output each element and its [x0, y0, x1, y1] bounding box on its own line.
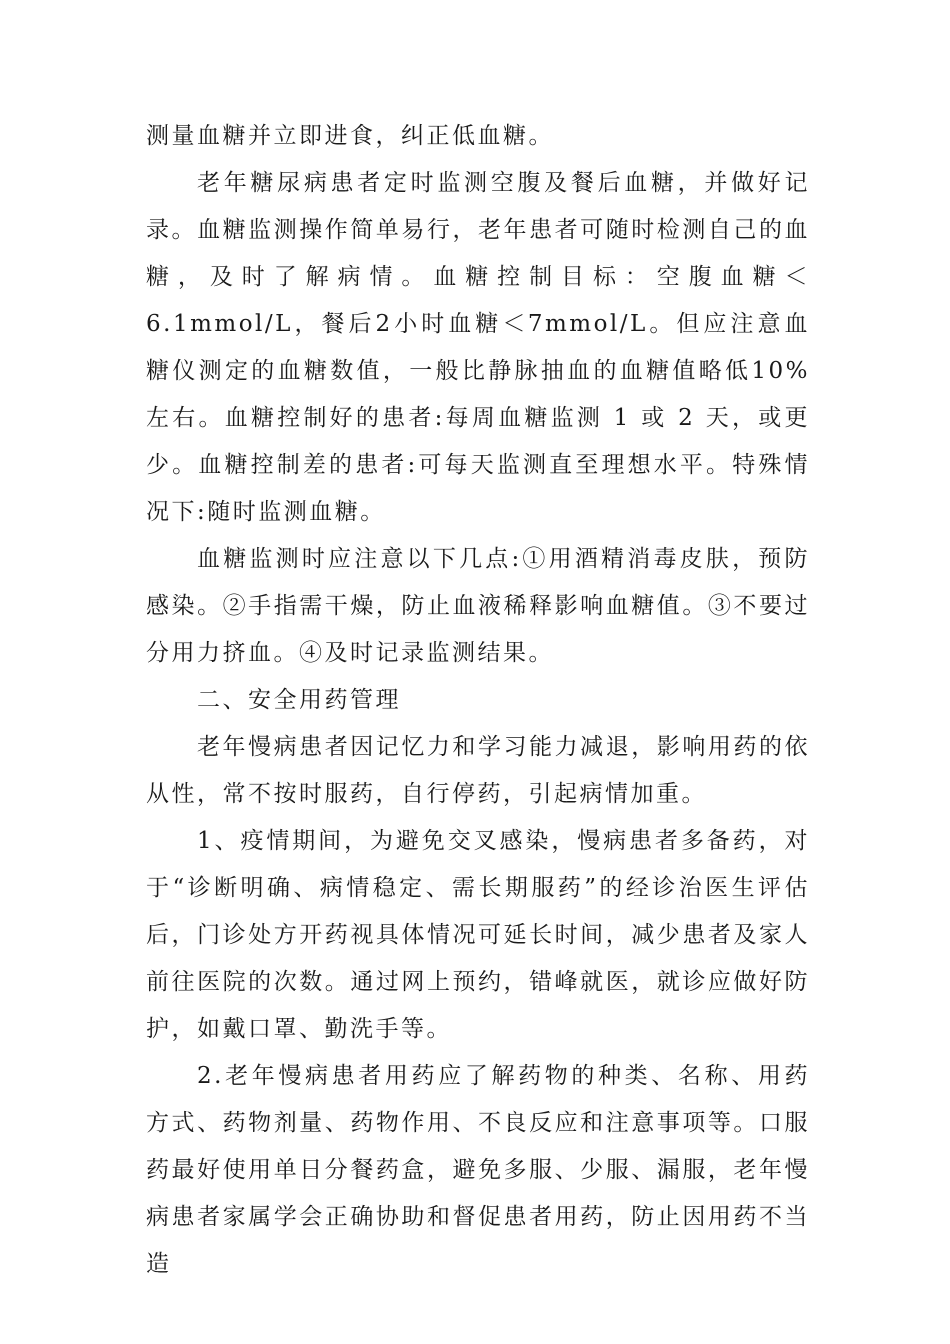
paragraph-glucose-monitoring: 老年糖尿病患者定时监测空腹及餐后血糖，并做好记录。血糖监测操作简单易行，老年患者可随时检测自己的血糖，及时了解病情。血糖控制目标：空腹血糖＜6.1mmol/L，餐后2小时血糖＜7mmol/L。但应注意血糖仪测定的血糖数值，一般比静脉抽血的血糖值略低10%左右。血糖控制好的患者:每周血糖监测 1 或 2 天，或更少。血糖控制差的患者:可每天监测直至理想水平。特殊情况下:随时监测血糖。 [146, 170, 810, 525]
paragraph-monitoring-notes: 血糖监测时应注意以下几点:①用酒精消毒皮肤，预防感染。②手指需干燥，防止血液稀释影响血糖值。③不要过分用力挤血。④及时记录监测结果。 [146, 546, 810, 666]
paragraph-medication-knowledge: 2.老年慢病患者用药应了解药物的种类、名称、用药方式、药物剂量、药物作用、不良反应和注意事项等。口服药最好使用单日分餐药盒，避免多服、少服、漏服，老年慢病患者家属学会正确协助和督促患者用药，防止因用药不当造 [146, 1063, 810, 1277]
section-heading-medication: 二、安全用药管理 [197, 687, 401, 713]
document-page [146, 113, 810, 1288]
paragraph-epidemic-measures: 1、疫情期间，为避免交叉感染，慢病患者多备药，对于“诊断明确、病情稳定、需长期服药”的经诊治医生评估后，门诊处方开药视具体情况可延长时间，减少患者及家人前往医院的次数。通过网上预约，错峰就医，就诊应做好防护，如戴口罩、勤洗手等。 [146, 828, 810, 1042]
paragraph-hypoglycemia-end: 测量血糖并立即进食，纠正低血糖。 [146, 123, 554, 149]
paragraph-medication-compliance: 老年慢病患者因记忆力和学习能力减退，影响用药的依从性，常不按时服药，自行停药，引起病情加重。 [146, 734, 810, 807]
